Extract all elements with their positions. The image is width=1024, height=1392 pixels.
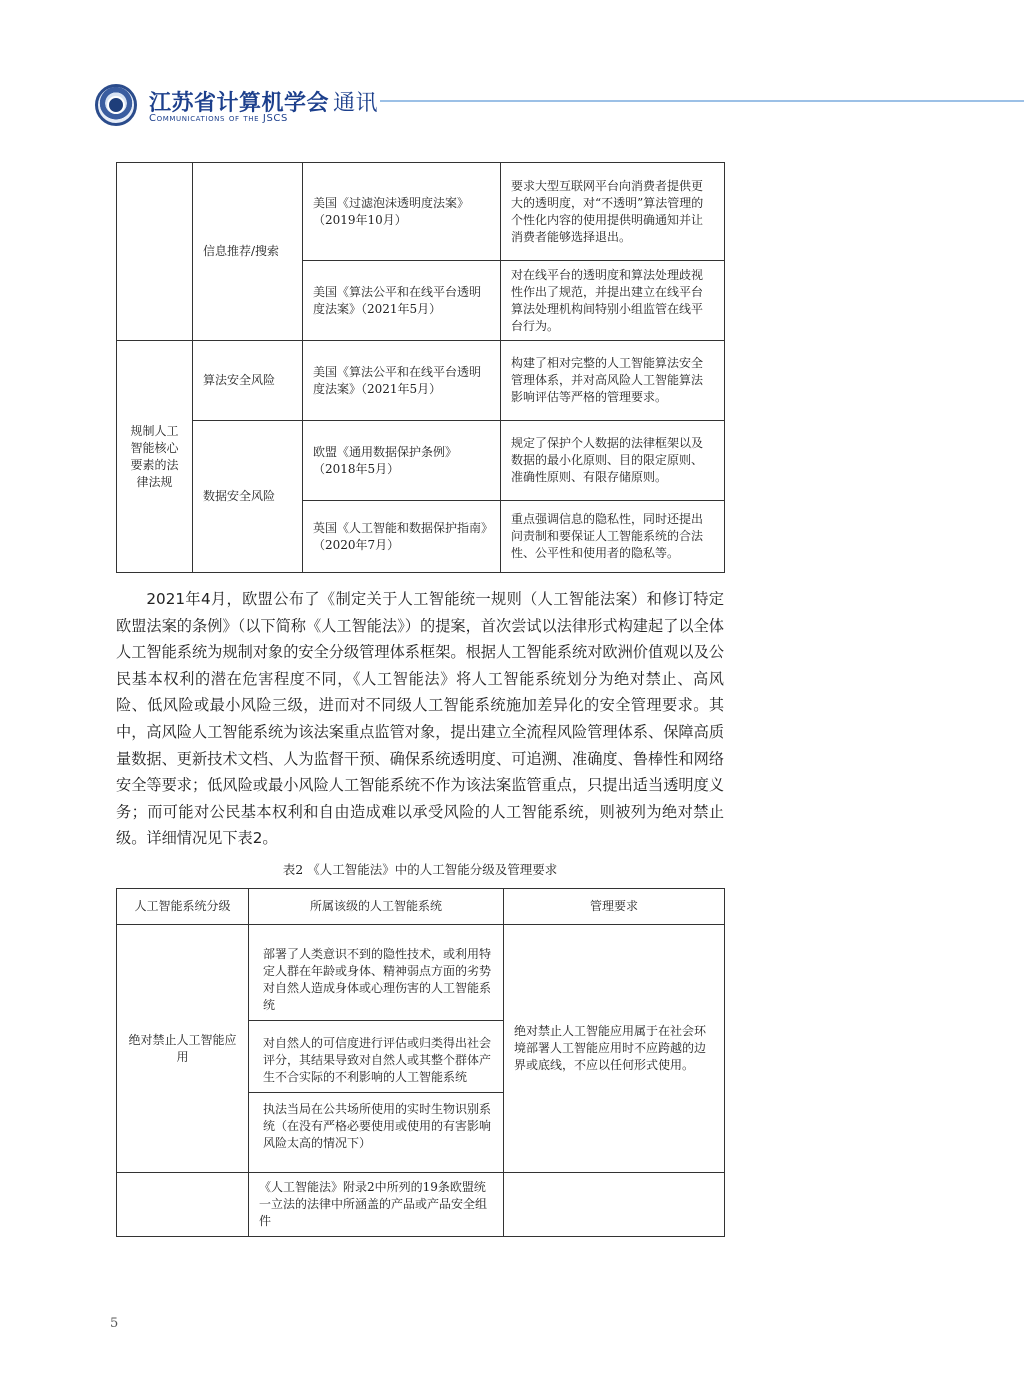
- level-cell: [117, 1173, 249, 1237]
- table-row: [117, 1173, 725, 1237]
- page-number: 5: [110, 1316, 119, 1331]
- category-cell: 数据安全风险: [193, 421, 303, 573]
- column-header: 人工智能系统分级: [117, 889, 249, 925]
- category-cell: 算法安全风险: [193, 341, 303, 421]
- content-cell: 规定了保护个人数据的法律框架以及数据的最小化原则、目的限定原则、准确性原则、有限存储原则。: [501, 421, 725, 501]
- content-cell: 构建了相对完整的人工智能算法安全管理体系，并对高风险人工智能算法影响评估等严格的管理要求。: [501, 341, 725, 421]
- table-row: [117, 925, 725, 1173]
- systems-cell: [249, 925, 504, 1173]
- table-row: [117, 421, 725, 501]
- content-cell: 对在线平台的透明度和算法处理歧视性作出了规范，并提出建立在线平台算法处理机构间特别小组监管在线平台行为。: [501, 261, 725, 341]
- system-item: 执法当局在公共场所使用的实时生物识别系统（在没有严格必要使用或使用的有害影响风险太高的情况下）: [263, 1101, 492, 1150]
- body-paragraph: 2021年4月，欧盟公布了《制定关于人工智能统一规则（人工智能法案）和修订特定欧盟法案的条例》（以下简称《人工智能法》）的提案，首次尝试以法律形式构建起了以全体人工智能系统为规制对象的安全分级管理体系框架。根据人工智能系统对欧洲价值观以及公民基本权利的潜在危害程度不同，《人工智能法》将人工智能系统划分为绝对禁止、高风险、低风险或最小风险三级，进而对不同级人工智能系统施加差异化的安全管理要求。其中，高风险人工智能系统为该法案重点监管对象，提出建立全流程风险管理体系、保障高质量数据、更新技术文档、人为监督干预、确保系统透明度、可追溯、准确度、鲁棒性和网络安全等要求；低风险或最小风险人工智能系统不作为该法案监管重点，只提出适当透明度义务；而可能对公民基本权利和自由造成难以承受风险的人工智能系统，则被列为绝对禁止级。详细情况见下表2。: [116, 590, 724, 848]
- system-item: 部署了人类意识不到的隐性技术，或利用特定人群在年龄或身体、精神弱点方面的劣势对自然人造成身体或心理伤害的人工智能系统: [249, 940, 503, 1021]
- table2-caption: 表2 《人工智能法》中的人工智能分级及管理要求: [282, 862, 558, 877]
- law-cell: 美国《算法公平和在线平台透明度法案》（2021年5月）: [303, 341, 501, 421]
- law-table: [116, 162, 725, 573]
- table-row: [117, 163, 725, 261]
- column-header: 所属该级的人工智能系统: [249, 889, 504, 925]
- requirement-cell: 绝对禁止人工智能应用属于在社会环境部署人工智能应用时不应跨越的边界或底线，不应以任何形式使用。: [504, 925, 725, 1173]
- publication-title: 江苏省计算机学会 通讯: [149, 91, 379, 116]
- table-header-row: [117, 889, 725, 925]
- header-divider: [380, 100, 1024, 102]
- systems-cell: 《人工智能法》附录2中所列的19条欧盟统一立法的法律中所涵盖的产品或产品安全组件: [249, 1173, 504, 1237]
- law-cell: 欧盟《通用数据保护条例》（2018年5月）: [303, 421, 501, 501]
- table-cell-empty: [117, 163, 193, 341]
- category-cell: 信息推荐/搜索: [193, 163, 303, 341]
- law-cell: 英国《人工智能和数据保护指南》（2020年7月）: [303, 501, 501, 573]
- group-label-cell: 规制人工智能核心要素的法律法规: [117, 341, 193, 573]
- law-cell: 美国《过滤泡沫透明度法案》（2019年10月）: [303, 163, 501, 261]
- requirement-cell: [504, 1173, 725, 1237]
- level-cell: 绝对禁止人工智能应用: [117, 925, 249, 1173]
- publication-subtitle: Communications of the JSCS: [149, 113, 288, 124]
- ai-level-table: [116, 888, 725, 1237]
- column-header: 管理要求: [504, 889, 725, 925]
- law-cell: 美国《算法公平和在线平台透明度法案》（2021年5月）: [303, 261, 501, 341]
- jscs-logo-icon: [95, 84, 137, 126]
- system-item: 对自然人的可信度进行评估或归类得出社会评分，其结果导致对自然人或其整个群体产生不合实际的不利影响的人工智能系统: [249, 1021, 503, 1093]
- page-header: [0, 0, 1024, 140]
- content-cell: 要求大型互联网平台向消费者提供更大的透明度，对“不透明”算法管理的个性化内容的使用提供明确通知并让消费者能够选择退出。: [501, 163, 725, 261]
- table-row: [117, 341, 725, 421]
- content-cell: 重点强调信息的隐私性，同时还提出问责制和要保证人工智能系统的合法性、公平性和使用者的隐私等。: [501, 501, 725, 573]
